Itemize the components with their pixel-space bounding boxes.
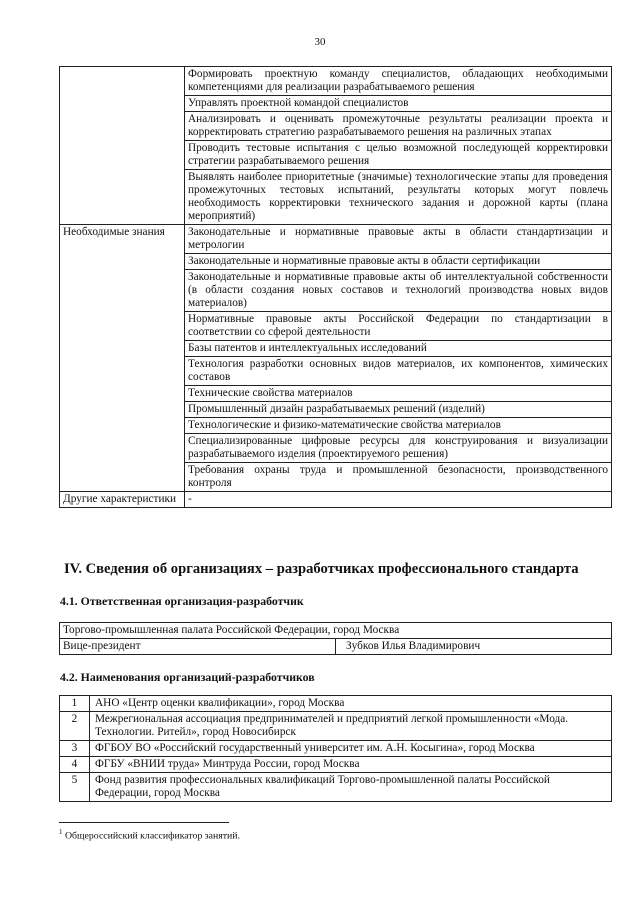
footnote-mark: 1 [59,828,63,836]
row-number: 5 [60,773,90,802]
table-row [60,757,612,773]
responsible-org-title: 4.1. Ответственная организация-разработчик [60,594,304,608]
person-name: Зубков Илья Владимирович [336,639,612,655]
organization-name: Торгово-промышленная палата Российской Федерации, город Москва [60,623,612,639]
table-row [60,696,612,712]
list-item: Технологические и физико-математические свойства материалов [185,418,612,434]
table-row [60,623,612,639]
organization-name: Межрегиональная ассоциация предпринимателей и предприятий легкой промышленности «Мода. Технологии. Ритейл», город Новосибирск [90,712,612,741]
list-item: Технология разработки основных видов материалов, их компонентов, химических составов [185,357,612,386]
list-item: Законодательные и нормативные правовые акты в области стандартизации и метрологии [185,225,612,254]
table-row [60,225,612,254]
row-label-knowledge: Необходимые знания [60,225,185,492]
list-item: Нормативные правовые акты Российской Федерации по стандартизации в соответствии со сферой деятельности [185,312,612,341]
footnote [59,828,240,841]
table-row [60,492,612,508]
list-item: Выявлять наиболее приоритетные (значимые) технологические этапы для проведения промежуточных тестовых испытаний, результаты которых могут повлечь необходимость корректировки технического задания и дорожной карты (плана мероприятий) [185,170,612,225]
table-row [60,639,612,655]
table-row [60,67,612,96]
organization-name: Фонд развития профессиональных квалификаций Торгово-промышленной палаты Российской Федерации, город Москва [90,773,612,802]
list-item: Законодательные и нормативные правовые акты об интеллектуальной собственности (в области создания новых составов и технологий производства новых видов материалов) [185,270,612,312]
list-item: Формировать проектную команду специалистов, обладающих необходимыми компетенциями для реализации разрабатываемого решения [185,67,612,96]
section-title: IV. Сведения об организациях – разработчиках профессионального стандарта [64,561,579,577]
list-item: Технические свойства материалов [185,386,612,402]
organization-name: ФГБУ «ВНИИ труда» Минтруда России, город Москва [90,757,612,773]
page-number: 30 [314,36,326,48]
developer-orgs-table [59,695,612,802]
list-item: Базы патентов и интеллектуальных исследований [185,341,612,357]
table-row [60,741,612,757]
developer-orgs-title: 4.2. Наименования организаций-разработчиков [60,670,315,684]
footnote-divider [59,822,229,823]
row-number: 2 [60,712,90,741]
list-item: Требования охраны труда и промышленной безопасности, производственного контроля [185,463,612,492]
list-item: Анализировать и оценивать промежуточные результаты реализации проекта и корректировать стратегию разрабатываемого решения на различных этапах [185,112,612,141]
list-item: Проводить тестовые испытания с целью возможной последующей корректировки стратегии разрабатываемого решения [185,141,612,170]
row-number: 4 [60,757,90,773]
position: Вице-президент [60,639,336,655]
row-number: 1 [60,696,90,712]
list-item: Законодательные и нормативные правовые акты в области сертификации [185,254,612,270]
table-row [60,712,612,741]
list-item: Специализированные цифровые ресурсы для конструирования и визуализации разрабатываемого изделия (проектируемого решения) [185,434,612,463]
list-item: - [185,492,612,508]
table-row [60,773,612,802]
list-item: Промышленный дизайн разрабатываемых решений (изделий) [185,402,612,418]
footnote-text: Общероссийский классификатор занятий. [64,830,240,842]
row-label-other: Другие характеристики [60,492,185,508]
row-label [60,67,185,225]
responsible-org-table [59,622,612,655]
organization-name: АНО «Центр оценки квалификации», город Москва [90,696,612,712]
requirements-table [59,66,612,508]
organization-name: ФГБОУ ВО «Российский государственный университет им. А.Н. Косыгина», город Москва [90,741,612,757]
row-number: 3 [60,741,90,757]
list-item: Управлять проектной командой специалистов [185,96,612,112]
